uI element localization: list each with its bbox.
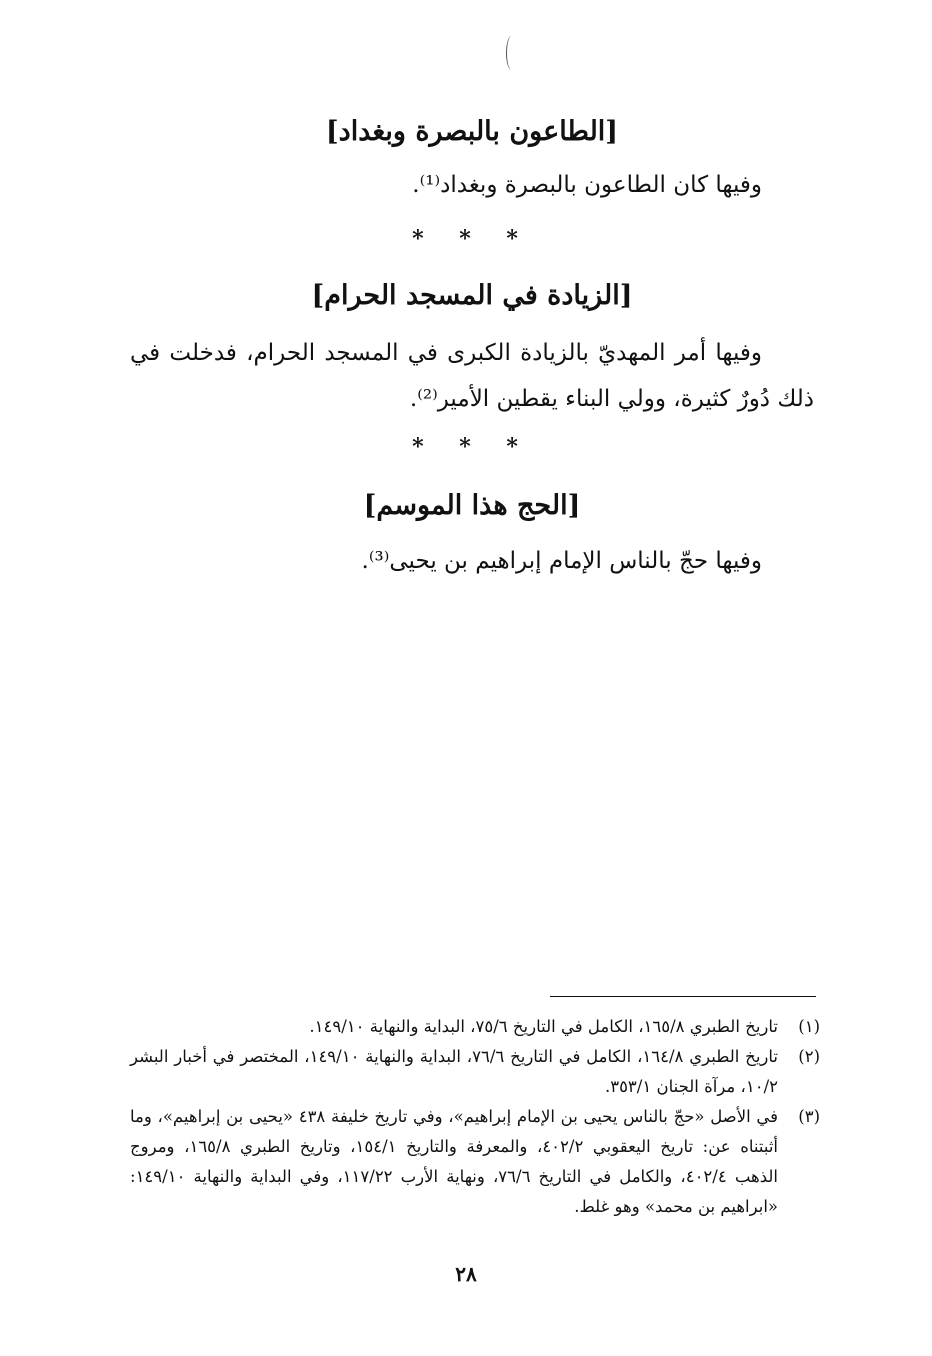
scan-artifact-mark (506, 36, 517, 70)
footnote-1-number: (١) (798, 1017, 820, 1036)
paragraph-plague-text: وفيها كان الطاعون بالبصرة وبغداد⁽¹⁾. (412, 172, 762, 198)
paragraph-mosque-expansion-text: وفيها أمر المهديّ بالزيادة الكبرى في المسجد الحرام، فدخلت في ذلك دُورٌ كثيرة، وولي البناء يقطين الأمير⁽²⁾. (130, 340, 814, 412)
heading-mosque-expansion: [الزيادة في المسجد الحرام] (311, 280, 633, 311)
footnote-2-text: تاريخ الطبري ١٦٤/٨، الكامل في التاريخ ٧٦/٦، البداية والنهاية ١٤٩/١٠، المختصر في أخبار البشر ١٠/٢، مرآة الجنان ٣٥٣/١. (130, 1047, 779, 1096)
footnote-3-text: في الأصل «حجّ بالناس يحيى بن الإمام إبراهيم»، وفي تاريخ خليفة ٤٣٨ «يحيى بن إبراهيم»، وما أثبتناه عن: تاريخ اليعقوبي ٤٠٢/٢، والمعرفة والتاريخ ١٥٤/١، وتاريخ الطبري ١٦٥/٨، ومروج الذهب ٤٠٢/٤، والكامل في التاريخ ٧٦/٦، ونهاية الأرب ١١٧/٢٢، وفي البداية والنهاية ١٤٩/١٠: «ابراهيم بن محمد» وهو غلط. (130, 1107, 779, 1216)
heading-hajj-season: [الحج هذا الموسم] (363, 490, 581, 521)
section-separator-1: * * * (412, 226, 532, 252)
heading-plague: [الطاعون بالبصرة وبغداد] (325, 116, 619, 147)
paragraph-plague (130, 162, 814, 208)
footnote-1-text: تاريخ الطبري ١٦٥/٨، الكامل في التاريخ ٧٥/٦، البداية والنهاية ١٤٩/١٠. (309, 1017, 778, 1036)
footnote-2 (130, 1042, 820, 1102)
footnote-2-number: (٢) (798, 1047, 820, 1066)
paragraph-hajj-season-text: وفيها حجّ بالناس الإمام إبراهيم بن يحيى⁽³⁾. (361, 548, 762, 574)
page-number: ٢٨ (455, 1262, 477, 1286)
paragraph-hajj-season (130, 538, 814, 584)
paragraph-mosque-expansion (130, 330, 814, 422)
footnote-3-number: (٣) (798, 1107, 820, 1126)
section-separator-2: * * * (412, 434, 532, 460)
footnotes (130, 1012, 820, 1222)
footnote-divider (550, 996, 816, 997)
footnote-3 (130, 1102, 820, 1222)
footnote-1 (130, 1012, 820, 1042)
